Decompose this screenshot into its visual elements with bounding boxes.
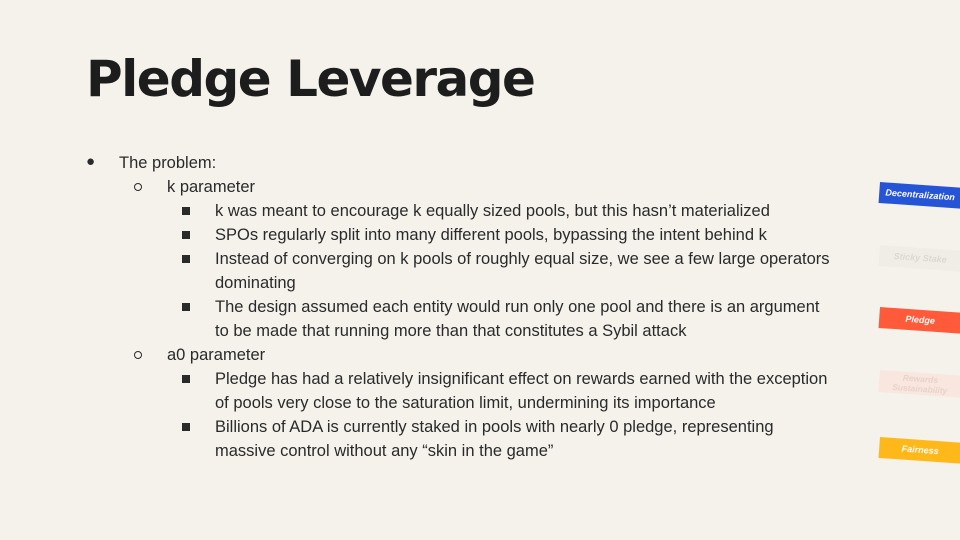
bullet-square-icon — [182, 255, 190, 263]
bullet-square-icon — [182, 207, 190, 215]
bullet-square-icon — [182, 303, 190, 311]
bullet-disc-icon: ● — [86, 153, 96, 170]
bullet-square-icon — [182, 375, 190, 383]
tag-sticky-stake: Sticky Stake — [879, 245, 960, 272]
tag-pledge: Pledge — [879, 307, 960, 334]
k-item-4-line-2: to be made that running more than that constitutes a Sybil attack — [215, 322, 687, 340]
k-item-1: k was meant to encourage k equally sized pools, but this hasn’t materialized — [215, 202, 770, 220]
slide-title: Pledge Leverage — [86, 50, 535, 108]
bullet-square-icon — [182, 231, 190, 239]
tag-rewards-sustainability — [878, 370, 960, 398]
k-item-3-line-1: Instead of converging on k pools of roughly equal size, we see a few large operators — [215, 250, 830, 268]
bullet-k-parameter: k parameter — [167, 178, 256, 196]
k-item-4-line-1: The design assumed each entity would run only one pool and there is an argument — [215, 298, 820, 316]
k-item-2: SPOs regularly split into many different pools, bypassing the intent behind k — [215, 226, 767, 244]
tag-rewards-line-2: Sustainability — [891, 381, 948, 396]
bullet-square-icon — [182, 423, 190, 431]
bullet-circle-icon — [134, 351, 142, 359]
bullet-problem: The problem: — [119, 154, 217, 172]
a0-item-1-line-2: of pools very close to the saturation limit, undermining its importance — [215, 394, 716, 412]
bullet-a0-parameter: a0 parameter — [167, 346, 266, 364]
tag-rewards-line-1: Rewards — [902, 372, 939, 386]
a0-item-2-line-1: Billions of ADA is currently staked in pools with nearly 0 pledge, representing — [215, 418, 774, 436]
k-item-3-line-2: dominating — [215, 274, 296, 292]
a0-item-1-line-1: Pledge has had a relatively insignificant effect on rewards earned with the exception — [215, 370, 828, 388]
a0-item-2-line-2: massive control without any “skin in the game” — [215, 442, 554, 460]
tag-decentralization: Decentralization — [879, 182, 960, 209]
bullet-circle-icon — [134, 183, 142, 191]
tag-fairness: Fairness — [879, 437, 960, 464]
